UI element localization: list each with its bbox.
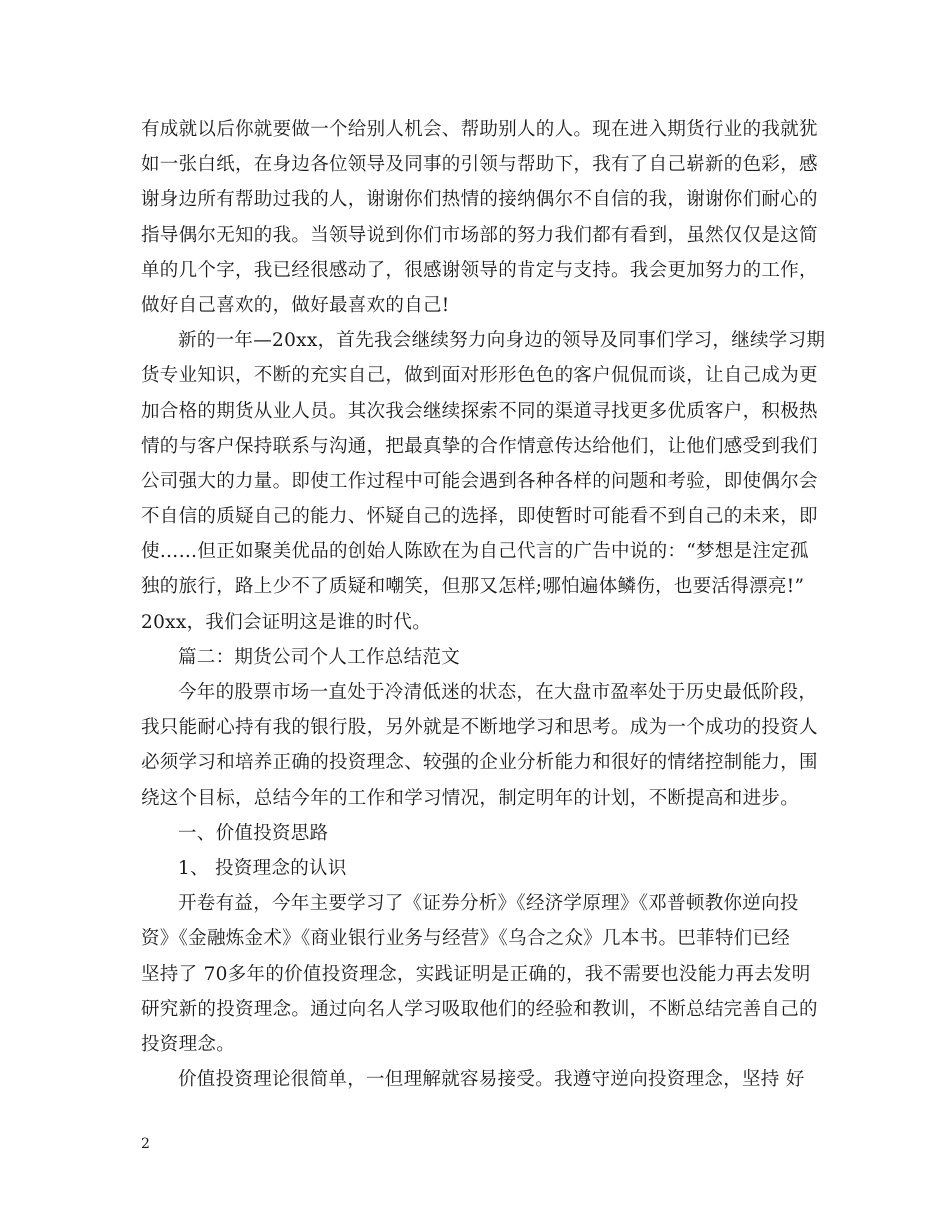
- text-line: 独的旅行，路上少不了质疑和嘲笑，但那又怎样;哪怕遍体鳞伤，也要活得漂亮!”: [141, 576, 805, 598]
- text-line: 我只能耐心持有我的银行股，另外就是不断地学习和思考。成为一个成功的投资人: [141, 717, 818, 739]
- text-line: 研究新的投资理念。通过向名人学习吸取他们的经验和教训，不断总结完善自己的: [141, 998, 818, 1020]
- text-line: 绕这个目标，总结今年的工作和学习情况，制定明年的计划，不断提高和进步。: [141, 787, 800, 809]
- text-line: 坚持了 70多年的价值投资理念，实践证明是正确的，我不需要也没能力再去发明: [141, 963, 811, 985]
- text-line: 指导偶尔无知的我。当领导说到你们市场部的努力我们都有看到，虽然仅仅是这简: [141, 224, 818, 246]
- text-line: 做好自己喜欢的，做好最喜欢的自己!: [141, 294, 450, 316]
- text-line: 1、 投资理念的认识: [178, 857, 347, 879]
- text-line: 有成就以后你就要做一个给别人机会、帮助别人的人。现在进入期货行业的我就犹: [141, 119, 818, 140]
- text-line: 如一张白纸，在身边各位领导及同事的引领与帮助下，我有了自己崭新的色彩，感: [141, 154, 818, 176]
- text-line: 使……但正如聚美优品的创始人陈欧在为自己代言的广告中说的：“梦想是注定孤: [141, 541, 809, 563]
- text-line: 价值投资理论很简单，一但理解就容易接受。我遵守逆向投资理念，坚持 好: [178, 1069, 805, 1091]
- text-line: 加合格的期货从业人员。其次我会继续探索不同的渠道寻找更多优质客户，积极热: [141, 400, 818, 422]
- text-line: 开卷有益，今年主要学习了《证券分析》《经济学原理》《邓普顿教你逆向投: [178, 893, 799, 915]
- text-line: 情的与客户保持联系与沟通，把最真挚的合作情意传达给他们，让他们感受到我们: [141, 435, 818, 457]
- text-line: 今年的股票市场一直处于冷清低迷的状态，在大盘市盈率处于历史最低阶段，: [178, 682, 818, 703]
- body-text: [141, 112, 826, 1097]
- page-number: 2: [141, 1136, 150, 1152]
- text-line: 20xx，我们会证明这是谁的时代。: [141, 611, 432, 633]
- text-line: 货专业知识，不断的充实自己，做到面对形形色色的客户侃侃而谈，让自己成为更: [141, 365, 818, 387]
- text-line: 资》《金融炼金术》《商业银行业务与经营》《乌合之众》几本书。巴菲特们已经: [141, 928, 791, 950]
- text-line: 谢身边所有帮助过我的人，谢谢你们热情的接纳偶尔不自信的我，谢谢你们耐心的: [141, 189, 818, 211]
- text-line: 不自信的质疑自己的能力、怀疑自己的选择，即使暂时可能看不到自己的未来，即: [141, 506, 818, 528]
- text-line: 一、价值投资思路: [178, 822, 329, 844]
- text-line: 篇二：期货公司个人工作总结范文: [178, 646, 461, 668]
- text-line: 投资理念。: [141, 1033, 236, 1055]
- text-line: 单的几个字，我已经很感动了，很感谢领导的肯定与支持。我会更加努力的工作，: [141, 259, 818, 281]
- text-line: 必须学习和培养正确的投资理念、较强的企业分析能力和很好的情绪控制能力，围: [141, 752, 818, 774]
- text-line: 新的一年—20xx，首先我会继续努力向身边的领导及同事们学习，继续学习期: [178, 330, 826, 352]
- text-line: 公司强大的力量。即使工作过程中可能会遇到各种各样的问题和考验，即使偶尔会: [141, 470, 818, 492]
